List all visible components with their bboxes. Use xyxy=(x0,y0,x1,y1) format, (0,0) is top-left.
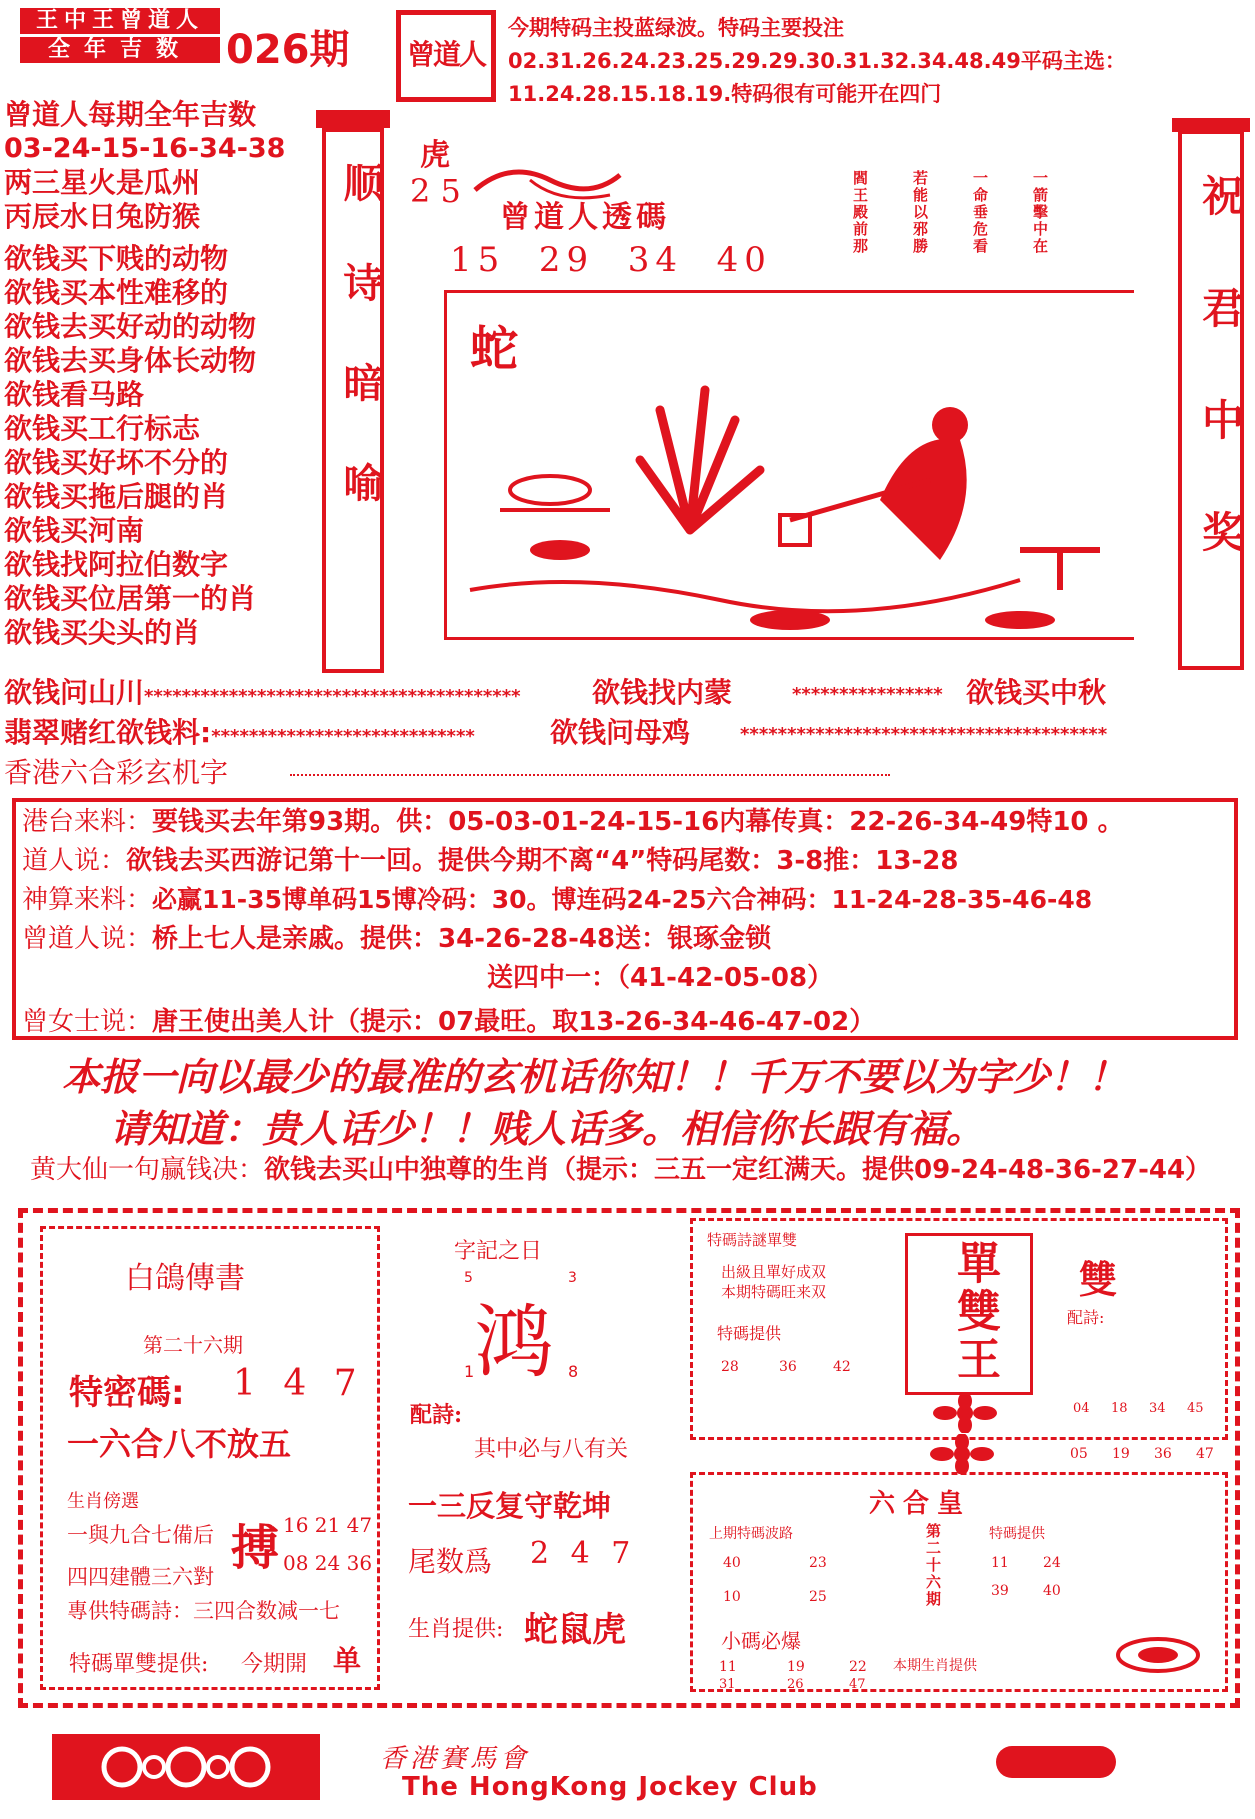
yearly-title: 曾道人每期全年吉数 xyxy=(4,98,257,131)
info-line-2 xyxy=(22,843,1232,879)
rt-tema-label: 特碼提供 xyxy=(717,1324,782,1343)
right-scroll xyxy=(1178,130,1244,670)
info-line-6 xyxy=(22,1004,1232,1040)
card-middle-weishu-label: 尾数爲 xyxy=(408,1545,493,1578)
zodiac-top: 虎 xyxy=(420,138,450,173)
card-middle-shengxiao-label: 生肖提供: xyxy=(408,1617,504,1642)
row1-stars2: **************** xyxy=(792,684,943,705)
yearly-numbers: 03-24-15-16-34-38 xyxy=(4,133,286,164)
rt-num-c-3: 36 xyxy=(1154,1446,1172,1462)
rt-num-c-4: 47 xyxy=(1196,1446,1214,1462)
card-left-tema-label: 特密碼: xyxy=(69,1373,185,1413)
picture-numbers: 15 29 34 40 xyxy=(450,240,772,280)
rt-verse-1: 出級且單好成双 xyxy=(721,1263,827,1281)
rb-shengxiao-label: 本期生肖提供 xyxy=(893,1658,977,1674)
card-left-verse-3: 專供特碼詩：三四合数减一七 xyxy=(67,1599,340,1623)
rb-grid-d-2: 40 xyxy=(1043,1583,1061,1599)
rt-num-b-2: 18 xyxy=(1111,1401,1128,1416)
rb-grid-a-1: 40 xyxy=(723,1555,741,1571)
card-middle-big-char: 鸿 xyxy=(474,1296,554,1389)
info-line-4 xyxy=(22,921,1232,957)
clue-10: 欲钱找阿拉伯数字 xyxy=(4,548,229,581)
row2-stars2: *************************************** xyxy=(740,724,1108,745)
rb-grid-b-1: 10 xyxy=(723,1589,741,1605)
clue-9: 欲钱买河南 xyxy=(4,514,145,547)
issue-number: 026期 xyxy=(226,27,350,73)
rb-small-1: 11 xyxy=(719,1659,737,1675)
clue-11: 欲钱买位居第一的肖 xyxy=(4,582,257,615)
clue-4: 欲钱去买身体长动物 xyxy=(4,344,257,377)
right-scroll-text: 祝君中奖 xyxy=(1196,174,1245,622)
rb-small-3: 22 xyxy=(849,1659,867,1675)
rt-num-1: 28 xyxy=(721,1359,739,1375)
rb-small-b-1: 31 xyxy=(719,1677,736,1692)
row2-label: 翡翠赌红欲钱料: xyxy=(4,716,212,749)
rt-peishi-label: 配詩: xyxy=(1067,1308,1105,1327)
oval-seal-icon xyxy=(1113,1633,1203,1677)
card-middle xyxy=(390,1226,680,1690)
rt-shuang-char: 雙 xyxy=(1079,1257,1118,1302)
card-left-verse-2: 四四建體三六對 xyxy=(67,1565,214,1589)
info-line-2-text: 欲钱去买西游记第十一回。提供今期不离“4”特码尾数：3-8推：13-28 xyxy=(126,846,959,876)
yearly-line2: 丙辰水日兔防猴 xyxy=(4,200,201,233)
picture-area xyxy=(390,110,1170,670)
rb-small-2: 19 xyxy=(787,1659,805,1675)
card-left-nums-b: 08 24 36 xyxy=(283,1551,373,1575)
left-scroll-text: 顺诗暗喻 xyxy=(337,162,383,562)
huang-label: 黄大仙一句赢钱决： xyxy=(30,1155,265,1185)
card-left xyxy=(40,1226,380,1690)
card-left-bo: 搏 xyxy=(231,1520,280,1576)
huang-line xyxy=(30,1152,1211,1188)
card-left-nums-a: 16 21 47 xyxy=(283,1513,373,1537)
stamp-text: 曾道人 xyxy=(406,38,485,71)
number-top: 2 5 xyxy=(410,172,461,210)
left-scroll-cap xyxy=(316,110,390,128)
rt-num-c-2: 19 xyxy=(1112,1446,1130,1462)
card-middle-line-a: 一三反复守乾坤 xyxy=(408,1489,612,1523)
header-stamp xyxy=(396,10,496,102)
rb-title: 六合皇 xyxy=(869,1489,972,1519)
rb-grid-d-1: 39 xyxy=(991,1583,1009,1599)
logo-line1: 王中王曾道人 xyxy=(20,8,220,34)
card-left-shengxiao-label: 生肖傍選 xyxy=(67,1491,139,1512)
logo-block xyxy=(20,8,220,64)
info-line-3-label: 神算来料： xyxy=(22,885,153,915)
card-right-bottom xyxy=(690,1472,1228,1692)
painting-drawing xyxy=(460,350,1120,640)
clue-5: 欲钱看马路 xyxy=(4,378,145,411)
rt-king-title: 單雙王 xyxy=(949,1240,1000,1384)
footer-swirl-icon xyxy=(52,1734,320,1800)
info-line-3-text: 必赢11-35博单码15博冷码：30。博连码24-25六合神码：11-24-28-35-46-48 xyxy=(152,885,1093,914)
clue-2: 欲钱买本性难移的 xyxy=(4,276,229,309)
info-line-6-text: 唐王使出美人计（提示：07最旺。取13-26-34-46-47-02） xyxy=(152,1007,876,1037)
info-box-content xyxy=(22,804,1232,1040)
footer-logo-right xyxy=(996,1746,1116,1778)
row3-line xyxy=(290,774,890,776)
verse-col3: 一命垂危看 xyxy=(971,170,989,255)
info-line-5: 送四中一：（41-42-05-08） xyxy=(487,963,834,993)
card-middle-verse-label: 配詩: xyxy=(410,1402,463,1428)
info-line-1-label: 港台来料： xyxy=(22,807,153,837)
left-scroll xyxy=(322,128,384,673)
rt-king-box xyxy=(905,1233,1033,1395)
info-line-4-text: 桥上七人是亲戚。提供：34-26-28-48送：银琢金锁 xyxy=(152,924,772,954)
card-left-danshuang-label: 特碼單雙提供: xyxy=(69,1652,209,1677)
card-middle-weishu-value: 2 4 7 xyxy=(530,1536,637,1571)
verse-columns xyxy=(850,170,1070,280)
clue-1: 欲钱买下贱的动物 xyxy=(4,242,229,275)
rb-grid-c-1: 11 xyxy=(991,1555,1009,1571)
row1-mid: 欲钱找内蒙 xyxy=(592,676,733,709)
left-column xyxy=(4,98,324,650)
card-left-tema-value: 1 4 7 xyxy=(233,1363,365,1404)
clue-3: 欲钱去买好动的动物 xyxy=(4,310,257,343)
clue-12: 欲钱买尖头的肖 xyxy=(4,616,201,649)
info-line-2-label: 道人说： xyxy=(22,846,127,876)
info-line-1-text: 要钱买去年第93期。供：05-03-01-24-15-16内幕传真：22-26-34-49特10 。 xyxy=(152,807,1124,837)
card-right-top xyxy=(690,1218,1228,1440)
slogan-line-1: 本报一向以最少的最准的玄机话你知！！千万不要以为字少！！ xyxy=(62,1055,1127,1099)
card-left-verse-1: 一與九合七備后 xyxy=(67,1523,214,1547)
clue-6: 欲钱买工行标志 xyxy=(4,412,201,445)
info-line-3 xyxy=(22,882,1232,918)
clue-8: 欲钱买拖后腿的肖 xyxy=(4,480,229,513)
card-middle-corner-tl: 5 xyxy=(464,1270,473,1286)
yearly-line1: 两三星火是瓜州 xyxy=(4,166,201,199)
row3-label: 香港六合彩玄机字 xyxy=(4,756,229,789)
card-middle-verse-text: 其中必与八有关 xyxy=(474,1437,629,1462)
flower-icon xyxy=(925,1393,1005,1433)
row1-label: 欲钱问山川 xyxy=(4,676,145,709)
card-left-title: 白鴿傳書 xyxy=(125,1261,245,1296)
card-left-issue: 第二十六期 xyxy=(143,1333,243,1357)
rt-num-b-1: 04 xyxy=(1073,1401,1090,1416)
verse-col4: 一箭擊中在 xyxy=(1031,170,1049,255)
picture-caption: 曾道人透碼 xyxy=(500,200,670,235)
card-middle-corner-tr: 3 xyxy=(568,1270,577,1286)
card-left-danshuang-value: 今期開 xyxy=(241,1652,308,1677)
card-left-line-a: 一六合八不放五 xyxy=(67,1425,292,1463)
top-note: 今期特码主投蓝绿波。特码主要投注02.31.26.24.23.25.29.29.30.31.32.34.48.49平码主选：11.24.28.15.18.19.特码很有可能开在四门 xyxy=(508,16,1126,106)
logo-line2: 全年吉数 xyxy=(20,37,220,63)
info-line-4-label: 曾道人说： xyxy=(22,924,153,954)
rb-small-b-3: 47 xyxy=(849,1677,866,1692)
asterisk-row-1 xyxy=(4,676,521,710)
rb-grid-a-2: 23 xyxy=(809,1555,827,1571)
card-middle-corner-bl: 1 xyxy=(464,1362,475,1381)
rb-small-label: 小碼必爆 xyxy=(721,1629,801,1653)
huang-text: 欲钱去买山中独尊的生肖（提示：三五一定红满天。提供09-24-48-36-27-44） xyxy=(264,1155,1212,1185)
row1-stars: **************************************** xyxy=(144,686,521,707)
rt-num-b-3: 34 xyxy=(1149,1401,1166,1416)
rt-num-3: 42 xyxy=(833,1359,851,1375)
row2-stars: **************************** xyxy=(211,726,475,747)
verse-col2: 若能以邪勝 xyxy=(911,170,929,255)
footer-english: The HongKong Jockey Club xyxy=(402,1772,818,1802)
row2-mid: 欲钱问母鸡 xyxy=(550,716,691,749)
rb-issue: 第二十六期 xyxy=(924,1523,942,1608)
rb-grid-c-2: 24 xyxy=(1043,1555,1061,1571)
card-middle-corner-br: 8 xyxy=(568,1362,579,1381)
verse-col1: 閻王殿前那 xyxy=(851,170,869,255)
rb-small-b-2: 26 xyxy=(787,1677,804,1692)
zodiac-main: 蛇 xyxy=(470,321,519,377)
rt-num-b-4: 45 xyxy=(1187,1401,1204,1416)
rt-num-2: 36 xyxy=(779,1359,797,1375)
rb-grid-b-2: 25 xyxy=(809,1589,827,1605)
flower-icon-2 xyxy=(922,1434,1002,1474)
card-left-danshuang-result: 单 xyxy=(333,1644,362,1677)
card-middle-title: 字記之日 xyxy=(454,1239,543,1264)
info-line-6-label: 曾女士说： xyxy=(22,1007,153,1037)
right-scroll-cap xyxy=(1172,118,1250,132)
clue-7: 欲钱买好坏不分的 xyxy=(4,446,229,479)
footer-logo-left xyxy=(52,1734,320,1800)
rb-tema-label: 特碼提供 xyxy=(989,1526,1045,1542)
footer-chinese: 香港賽馬會 xyxy=(380,1744,531,1774)
asterisk-row-2 xyxy=(4,716,475,750)
info-line-1 xyxy=(22,804,1232,840)
rt-header: 特碼詩謎單雙 xyxy=(707,1231,798,1249)
rb-prev-label: 上期特碼波路 xyxy=(709,1526,793,1542)
rt-verse-2: 本期特碼旺来双 xyxy=(721,1283,827,1301)
rt-num-c-1: 05 xyxy=(1070,1446,1088,1462)
row1-end: 欲钱买中秋 xyxy=(966,676,1107,709)
slogan-line-2: 请知道：贵人话少！！贱人话多。相信你长跟有福。 xyxy=(110,1107,985,1151)
card-middle-shengxiao-value: 蛇鼠虎 xyxy=(524,1610,626,1650)
